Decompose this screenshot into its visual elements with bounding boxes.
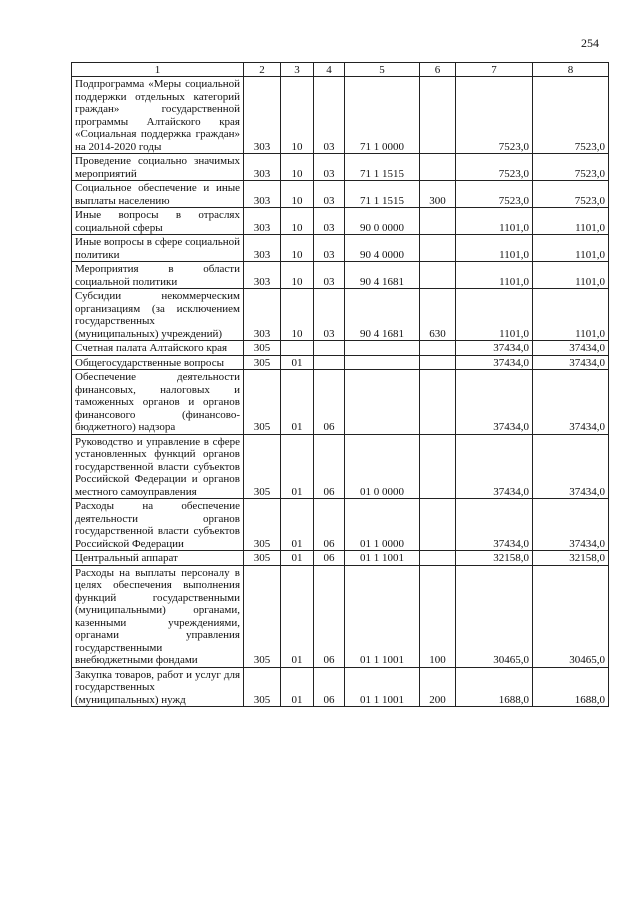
table-row — [72, 181, 609, 208]
subsection-cell: 03 — [314, 235, 345, 262]
column-header: 6 — [420, 63, 456, 77]
amount-approved-cell: 7523,0 — [533, 181, 609, 208]
amount-approved-cell: 7523,0 — [533, 77, 609, 154]
item-name-cell: Счетная палата Алтайского края — [72, 341, 244, 356]
table-row — [72, 565, 609, 667]
expense-type-cell: 630 — [420, 289, 456, 341]
amount-approved-cell: 37434,0 — [533, 341, 609, 356]
amount-cell: 1101,0 — [456, 208, 533, 235]
column-header: 4 — [314, 63, 345, 77]
amount-cell: 1101,0 — [456, 262, 533, 289]
expense-type-cell — [420, 341, 456, 356]
amount-cell: 37434,0 — [456, 355, 533, 370]
column-header: 5 — [345, 63, 420, 77]
subsection-cell: 03 — [314, 289, 345, 341]
expense-type-cell — [420, 77, 456, 154]
expense-type-cell — [420, 551, 456, 566]
amount-approved-cell: 32158,0 — [533, 551, 609, 566]
column-header: 2 — [244, 63, 281, 77]
section-cell: 01 — [281, 551, 314, 566]
expense-type-cell: 100 — [420, 565, 456, 667]
admin-code-cell: 305 — [244, 565, 281, 667]
table-row — [72, 77, 609, 154]
target-item-cell — [345, 355, 420, 370]
table-row — [72, 289, 609, 341]
target-item-cell: 90 0 0000 — [345, 208, 420, 235]
target-item-cell: 01 0 0000 — [345, 434, 420, 499]
section-cell: 01 — [281, 434, 314, 499]
item-name-cell: Иные вопросы в отраслях социальной сферы — [72, 208, 244, 235]
item-name-cell: Расходы на обеспечение деятельности органов государственной власти субъектов Российской Федерации — [72, 499, 244, 551]
expense-type-cell: 200 — [420, 667, 456, 707]
expense-type-cell — [420, 370, 456, 435]
item-name-cell: Закупка товаров, работ и услуг для государственных (муниципальных) нужд — [72, 667, 244, 707]
section-cell — [281, 341, 314, 356]
subsection-cell: 06 — [314, 499, 345, 551]
target-item-cell: 90 4 1681 — [345, 289, 420, 341]
admin-code-cell: 303 — [244, 77, 281, 154]
section-cell: 10 — [281, 235, 314, 262]
column-header: 7 — [456, 63, 533, 77]
budget-table — [71, 62, 609, 707]
section-cell: 01 — [281, 667, 314, 707]
header-row — [72, 63, 609, 77]
amount-approved-cell: 1101,0 — [533, 289, 609, 341]
subsection-cell: 03 — [314, 77, 345, 154]
item-name-cell: Проведение социально значимых мероприятий — [72, 154, 244, 181]
amount-cell: 30465,0 — [456, 565, 533, 667]
item-name-cell: Центральный аппарат — [72, 551, 244, 566]
admin-code-cell: 303 — [244, 235, 281, 262]
section-cell: 01 — [281, 499, 314, 551]
expense-type-cell — [420, 355, 456, 370]
admin-code-cell: 303 — [244, 181, 281, 208]
admin-code-cell: 303 — [244, 208, 281, 235]
expense-type-cell — [420, 434, 456, 499]
table-row — [72, 355, 609, 370]
table-row — [72, 341, 609, 356]
item-name-cell: Иные вопросы в сфере социальной политики — [72, 235, 244, 262]
admin-code-cell: 305 — [244, 551, 281, 566]
item-name-cell: Руководство и управление в сфере установленных функций органов государственной власти субъектов Российской Федерации и органов местного самоуправления — [72, 434, 244, 499]
column-header: 3 — [281, 63, 314, 77]
subsection-cell: 06 — [314, 370, 345, 435]
admin-code-cell: 303 — [244, 289, 281, 341]
amount-approved-cell: 1688,0 — [533, 667, 609, 707]
target-item-cell: 71 1 1515 — [345, 181, 420, 208]
target-item-cell: 01 1 0000 — [345, 499, 420, 551]
target-item-cell: 01 1 1001 — [345, 667, 420, 707]
amount-cell: 37434,0 — [456, 434, 533, 499]
section-cell: 10 — [281, 208, 314, 235]
amount-cell: 7523,0 — [456, 154, 533, 181]
item-name-cell: Мероприятия в области социальной политики — [72, 262, 244, 289]
section-cell: 01 — [281, 355, 314, 370]
item-name-cell: Социальное обеспечение и иные выплаты населению — [72, 181, 244, 208]
amount-cell: 1101,0 — [456, 235, 533, 262]
table-row — [72, 370, 609, 435]
column-header: 8 — [533, 63, 609, 77]
target-item-cell: 71 1 0000 — [345, 77, 420, 154]
amount-cell: 7523,0 — [456, 181, 533, 208]
section-cell: 10 — [281, 154, 314, 181]
target-item-cell — [345, 341, 420, 356]
amount-cell: 1688,0 — [456, 667, 533, 707]
expense-type-cell — [420, 262, 456, 289]
expense-type-cell — [420, 208, 456, 235]
table-row — [72, 499, 609, 551]
table-row — [72, 154, 609, 181]
admin-code-cell: 305 — [244, 370, 281, 435]
column-header: 1 — [72, 63, 244, 77]
subsection-cell: 03 — [314, 262, 345, 289]
amount-cell: 37434,0 — [456, 499, 533, 551]
admin-code-cell: 303 — [244, 262, 281, 289]
subsection-cell: 03 — [314, 208, 345, 235]
amount-approved-cell: 1101,0 — [533, 235, 609, 262]
item-name-cell: Обеспечение деятельности финансовых, налоговых и таможенных органов и органов финансового (финансово-бюджетного) надзора — [72, 370, 244, 435]
subsection-cell: 06 — [314, 565, 345, 667]
subsection-cell: 06 — [314, 434, 345, 499]
target-item-cell: 90 4 0000 — [345, 235, 420, 262]
section-cell: 10 — [281, 181, 314, 208]
section-cell: 10 — [281, 77, 314, 154]
target-item-cell — [345, 370, 420, 435]
subsection-cell: 06 — [314, 551, 345, 566]
table-row — [72, 434, 609, 499]
section-cell: 01 — [281, 370, 314, 435]
admin-code-cell: 305 — [244, 434, 281, 499]
admin-code-cell: 305 — [244, 355, 281, 370]
table-row — [72, 667, 609, 707]
section-cell: 10 — [281, 289, 314, 341]
expense-type-cell — [420, 235, 456, 262]
section-cell: 01 — [281, 565, 314, 667]
amount-approved-cell: 37434,0 — [533, 499, 609, 551]
amount-approved-cell: 37434,0 — [533, 355, 609, 370]
expense-type-cell — [420, 154, 456, 181]
subsection-cell: 03 — [314, 154, 345, 181]
table-row — [72, 208, 609, 235]
amount-cell: 32158,0 — [456, 551, 533, 566]
target-item-cell: 01 1 1001 — [345, 551, 420, 566]
expense-type-cell: 300 — [420, 181, 456, 208]
item-name-cell: Расходы на выплаты персоналу в целях обеспечения выполнения функций государственными (муниципальными) органами, казенными учреждениями, органами управления государственными внебюджетными фондами — [72, 565, 244, 667]
subsection-cell: 03 — [314, 181, 345, 208]
item-name-cell: Общегосударственные вопросы — [72, 355, 244, 370]
table-row — [72, 235, 609, 262]
table-row — [72, 262, 609, 289]
subsection-cell: 06 — [314, 667, 345, 707]
amount-cell: 37434,0 — [456, 370, 533, 435]
subsection-cell — [314, 341, 345, 356]
target-item-cell: 90 4 1681 — [345, 262, 420, 289]
amount-approved-cell: 37434,0 — [533, 434, 609, 499]
item-name-cell: Субсидии некоммерческим организациям (за исключением государственных (муниципальных) учреждений) — [72, 289, 244, 341]
amount-cell: 7523,0 — [456, 77, 533, 154]
admin-code-cell: 305 — [244, 667, 281, 707]
item-name-cell: Подпрограмма «Меры социальной поддержки отдельных категорий граждан» государственной программы Алтайского края «Социальная поддержка граждан» на 2014-2020 годы — [72, 77, 244, 154]
admin-code-cell: 303 — [244, 154, 281, 181]
amount-approved-cell: 1101,0 — [533, 208, 609, 235]
amount-approved-cell: 30465,0 — [533, 565, 609, 667]
expense-type-cell — [420, 499, 456, 551]
amount-approved-cell: 37434,0 — [533, 370, 609, 435]
amount-cell: 37434,0 — [456, 341, 533, 356]
amount-approved-cell: 7523,0 — [533, 154, 609, 181]
target-item-cell: 01 1 1001 — [345, 565, 420, 667]
section-cell: 10 — [281, 262, 314, 289]
page-number: 254 — [581, 36, 599, 50]
admin-code-cell: 305 — [244, 341, 281, 356]
subsection-cell — [314, 355, 345, 370]
admin-code-cell: 305 — [244, 499, 281, 551]
table-row — [72, 551, 609, 566]
amount-cell: 1101,0 — [456, 289, 533, 341]
amount-approved-cell: 1101,0 — [533, 262, 609, 289]
target-item-cell: 71 1 1515 — [345, 154, 420, 181]
